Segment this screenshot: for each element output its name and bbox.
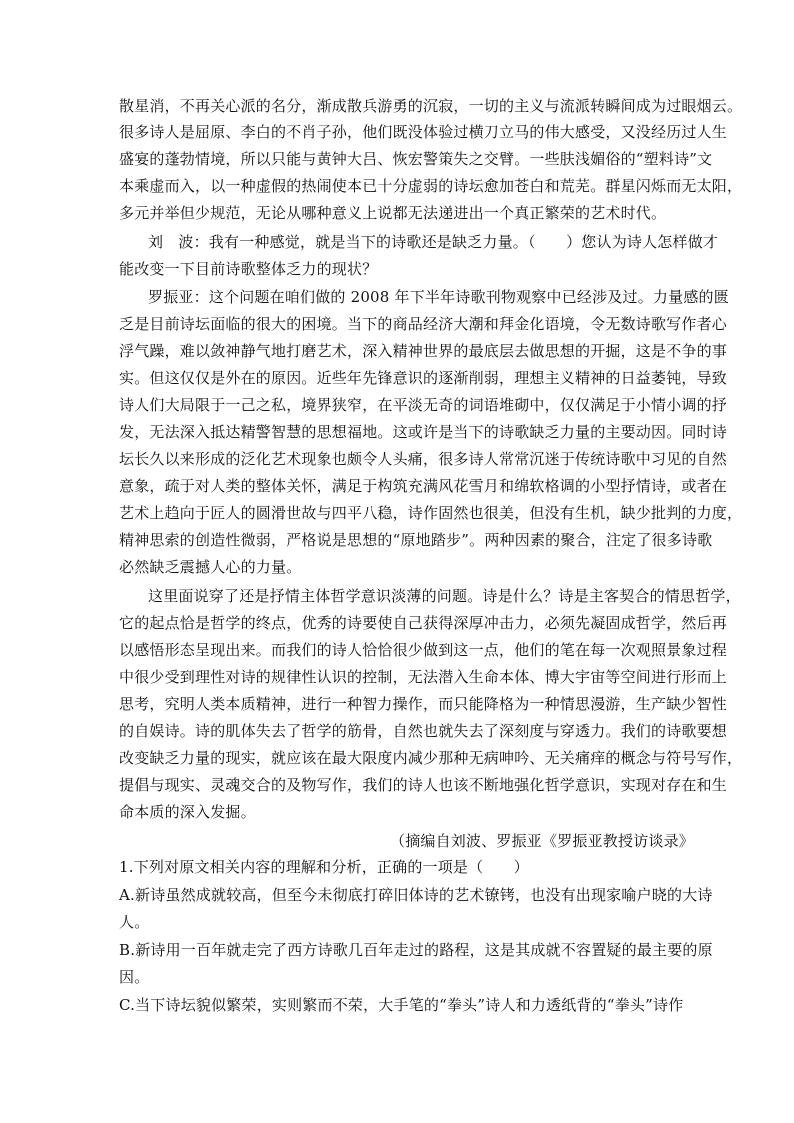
text-line: 必然缺乏震撼人心的力量。 xyxy=(119,558,302,576)
text-line: 本乘虚而入，以一种虚假的热闹使本已十分虚弱的诗坛愈加苍白和荒芜。群星闪烁而无太阳， xyxy=(119,177,743,195)
text-line: 这里面说穿了还是抒情主体哲学意识淡薄的问题。诗是什么？诗是主客契合的情思哲学， xyxy=(148,587,741,605)
text-line: 艺术上趋向于匠人的圆滑世故与四平八稳，诗作固然也很美，但没有生机，缺少批判的力度， xyxy=(119,504,743,522)
text-line: 刘 波：我有一种感觉，就是当下的诗歌还是缺乏力量。（ ）您认为诗人怎样做才 xyxy=(148,233,719,251)
text-line: 乏是目前诗坛面临的很大的困境。当下的商品经济大潮和拜金化语境，令无数诗歌写作者心 xyxy=(119,315,728,333)
option-c: C.当下诗坛貌似繁荣，实则繁而不荣，大手笔的“拳头”诗人和力透纸背的“拳头”诗作 xyxy=(119,996,684,1014)
text-line: 浮气躁，难以敛神静气地打磨艺术，深入精神世界的最底层去做思想的开掘，这是不争的事 xyxy=(119,342,728,360)
text-line: 的自娱诗。诗的肌体失去了哲学的筋骨，自然也就失去了深刻度与穿透力。我们的诗歌要想 xyxy=(119,722,728,740)
text-line: 盛宴的蓬勃情境，所以只能与黄钟大吕、恢宏警策失之交臂。一些肤浅媚俗的“塑料诗”文 xyxy=(119,150,713,168)
text-line: 实。但这仅仅是外在的原因。近些年先锋意识的逐渐削弱，理想主义精神的日益萎钝，导致 xyxy=(119,369,728,387)
text-line: 它的起点恰是哲学的终点，优秀的诗要使自己获得深厚冲击力，必须先凝固成哲学，然后再 xyxy=(119,614,728,632)
text-line: 诗人们大局限于一己之私，境界狭窄，在平淡无奇的词语堆砌中，仅仅满足于小情小调的抒 xyxy=(119,396,728,414)
option-b-continued: 因。 xyxy=(119,968,150,986)
text-line: 坛长久以来形成的泛化艺术现象也颇令人头痛，很多诗人常常沉迷于传统诗歌中习见的自然 xyxy=(119,450,728,468)
text-line: 多元并举但少规范，无论从哪种意义上说都无法递进出一个真正繁荣的艺术时代。 xyxy=(119,204,667,222)
text-line: 发，无法深入抵达精警智慧的思想福地。这或许是当下的诗歌缺乏力量的主要动因。同时诗 xyxy=(119,423,728,441)
text-line: 改变缺乏力量的现实，就应该在最大限度内减少那种无病呻吟、无关痛痒的概念与符号写作， xyxy=(119,749,743,767)
text-line: 中很少受到理性对诗的规律性认识的控制，无法潜入生命本体、博大宇宙等空间进行形而上 xyxy=(119,668,728,686)
text-line: 提倡与现实、灵魂交合的及物写作，我们的诗人也该不断地强化哲学意识，实现对存在和生 xyxy=(119,776,728,794)
text-line: 能改变一下目前诗歌整体乏力的现状？ xyxy=(119,260,378,278)
text-line: 罗振亚：这个问题在咱们做的 2008 年下半年诗歌刊物观察中已经涉及过。力量感的匮 xyxy=(148,288,729,306)
text-line: 散星消，不再关心派的名分，渐成散兵游勇的沉寂，一切的主义与流派转瞬间成为过眼烟云。 xyxy=(119,97,743,115)
option-a: A.新诗虽然成就较高，但至今未彻底打碎旧体诗的艺术镣铐，也没有出现家喻户晓的大诗 xyxy=(119,886,713,904)
text-line: 以感悟形态呈现出来。而我们的诗人恰恰很少做到这一点，他们的笔在每一次观照景象过程 xyxy=(119,641,728,659)
option-b: B.新诗用一百年就走完了西方诗歌几百年走过的路程，这是其成就不容置疑的最主要的原 xyxy=(119,941,713,959)
question-stem: 1.下列对原文相关内容的理解和分析，正确的一项是（ ） xyxy=(119,858,529,876)
text-line: 意象，疏于对人类的整体关怀，满足于构筑充满风花雪月和绵软格调的小型抒情诗，或者在 xyxy=(119,477,728,495)
text-line: 很多诗人是屈原、李白的不肖子孙，他们既没体验过横刀立马的伟大感受，又没经历过人生 xyxy=(119,123,728,141)
option-a-continued: 人。 xyxy=(119,913,150,931)
text-line: 思考，究明人类本质精神，进行一种智力操作，而只能降格为一种情思漫游，生产缺少智性 xyxy=(119,695,728,713)
text-line: 命本质的深入发掘。 xyxy=(119,803,256,821)
text-line: 精神思索的创造性微弱，严格说是思想的“原地踏步”。两种因素的聚合，注定了很多诗歌 xyxy=(119,531,713,549)
source-citation: （摘编自刘波、罗振亚《罗振亚教授访谈录》 xyxy=(390,832,695,850)
